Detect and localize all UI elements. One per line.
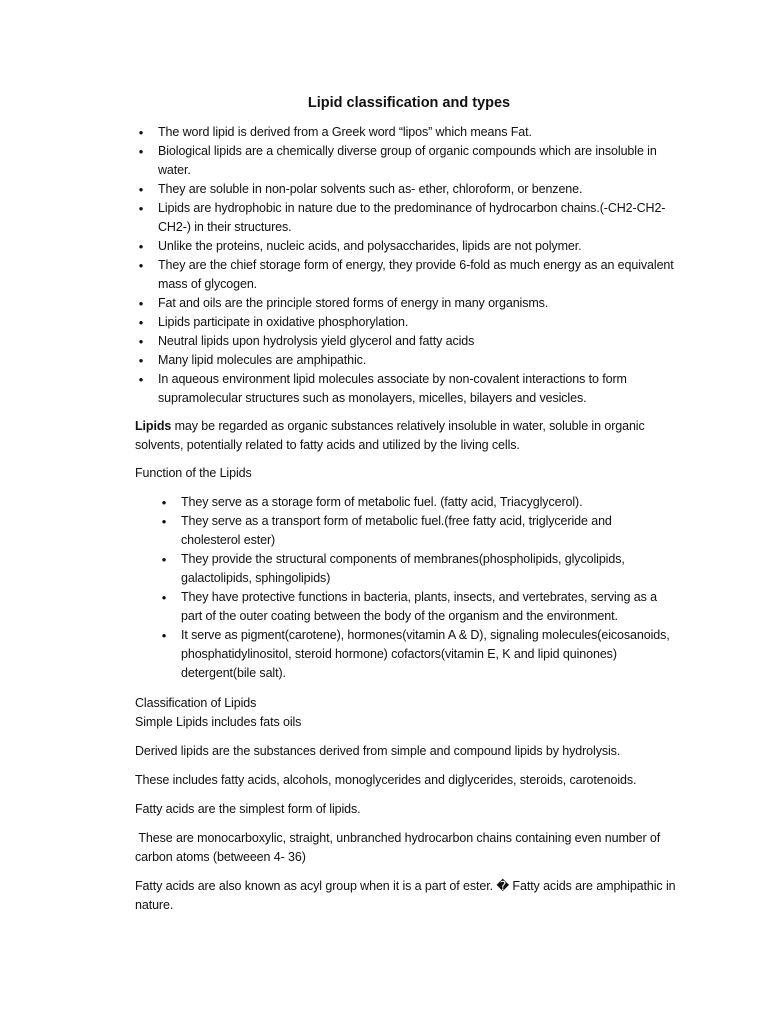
bullet-icon	[137, 332, 145, 352]
bullet-icon	[137, 294, 145, 314]
list-item-text: They serve as a storage form of metabolic fuel. (fatty acid, Triacyglycerol).	[181, 495, 583, 509]
list-item-text: It serve as pigment(carotene), hormones(vitamin A & D), signaling molecules(eicosanoids, phosphatidylinositol, steroid hormone) cofactors(vitamin E, K and lipid quinones) detergent(bile salt).	[181, 628, 670, 680]
list-item	[135, 313, 686, 332]
derived-lipids-paragraph: Derived lipids are the substances derived from simple and compound lipids by hydrolysis.	[135, 744, 621, 758]
bullet-icon	[137, 123, 145, 143]
bullet-icon	[160, 588, 168, 608]
classification-heading: Classification of Lipids	[135, 696, 257, 710]
monocarboxylic-paragraph: These are monocarboxylic, straight, unbranched hydrocarbon chains containing even number of carbon atoms (betweeen 4- 36)	[135, 831, 664, 864]
bullet-icon	[160, 626, 168, 646]
function-heading: Function of the Lipids	[135, 466, 252, 480]
bullet-icon	[137, 237, 145, 257]
bullet-icon	[137, 142, 145, 162]
list-item	[158, 493, 674, 512]
bullet-icon	[137, 256, 145, 276]
definition-text: may be regarded as organic substances relatively insoluble in water, soluble in organic solvents, potentially related to fatty acids and utilized by the living cells.	[135, 419, 645, 452]
list-item-text: Biological lipids are a chemically diverse group of organic compounds which are insoluble in water.	[158, 144, 657, 177]
list-item	[135, 294, 686, 313]
list-item	[158, 512, 674, 550]
bullet-icon	[137, 370, 145, 390]
definition-lead: Lipids	[135, 419, 172, 433]
list-item-text: The word lipid is derived from a Greek word “lipos” which means Fat.	[158, 125, 532, 139]
list-item	[135, 256, 686, 294]
list-item-text: Lipids participate in oxidative phosphorylation.	[158, 315, 409, 329]
list-item-text: They are soluble in non-polar solvents such as- ether, chloroform, or benzene.	[158, 182, 583, 196]
bullet-icon	[137, 199, 145, 219]
intro-bullet-list	[135, 123, 680, 408]
document-body	[135, 93, 680, 915]
list-item-text: Lipids are hydrophobic in nature due to the predominance of hydrocarbon chains.(-CH2-CH2-CH2-) in their structures.	[158, 201, 666, 234]
list-item	[135, 370, 686, 408]
bullet-icon	[160, 512, 168, 532]
bullet-icon	[160, 493, 168, 513]
list-item-text: In aqueous environment lipid molecules associate by non-covalent interactions to form supramolecular structures such as monolayers, micelles, bilayers and vesicles.	[158, 372, 627, 405]
list-item	[135, 332, 686, 351]
list-item-text: Unlike the proteins, nucleic acids, and polysaccharides, lipids are not polymer.	[158, 239, 582, 253]
bullet-icon	[137, 351, 145, 371]
list-item-text: Many lipid molecules are amphipathic.	[158, 353, 367, 367]
fatty-acids-simplest-paragraph: Fatty acids are the simplest form of lipids.	[135, 802, 361, 816]
simple-lipids-line: Simple Lipids includes fats oils	[135, 715, 302, 729]
list-item	[158, 550, 674, 588]
list-item-text: They have protective functions in bacteria, plants, insects, and vertebrates, serving as a part of the outer coating between the body of the organism and the environment.	[181, 590, 657, 623]
includes-paragraph: These includes fatty acids, alcohols, monoglycerides and diglycerides, steroids, carotenoids.	[135, 773, 637, 787]
bullet-icon	[160, 550, 168, 570]
list-item	[135, 351, 686, 370]
function-bullet-list	[158, 493, 680, 683]
list-item	[135, 142, 686, 180]
list-item	[135, 180, 686, 199]
acyl-group-paragraph: Fatty acids are also known as acyl group when it is a part of ester. � Fatty acids are amphipathic in nature.	[135, 879, 676, 912]
list-item-text: They provide the structural components of membranes(phospholipids, glycolipids, galactolipids, sphingolipids)	[181, 552, 625, 585]
list-item-text: They serve as a transport form of metabolic fuel.(free fatty acid, triglyceride and cholesterol ester)	[181, 514, 612, 547]
list-item	[158, 588, 674, 626]
list-item	[135, 123, 686, 142]
bullet-icon	[137, 313, 145, 333]
bullet-icon	[137, 180, 145, 200]
list-item	[135, 237, 686, 256]
list-item	[135, 199, 686, 237]
definition-paragraph	[135, 417, 680, 455]
list-item-text: Neutral lipids upon hydrolysis yield glycerol and fatty acids	[158, 334, 475, 348]
list-item-text: They are the chief storage form of energy, they provide 6-fold as much energy as an equivalent mass of glycogen.	[158, 258, 674, 291]
list-item	[158, 626, 674, 683]
list-item-text: Fat and oils are the principle stored forms of energy in many organisms.	[158, 296, 549, 310]
page-title: Lipid classification and types	[307, 95, 511, 111]
